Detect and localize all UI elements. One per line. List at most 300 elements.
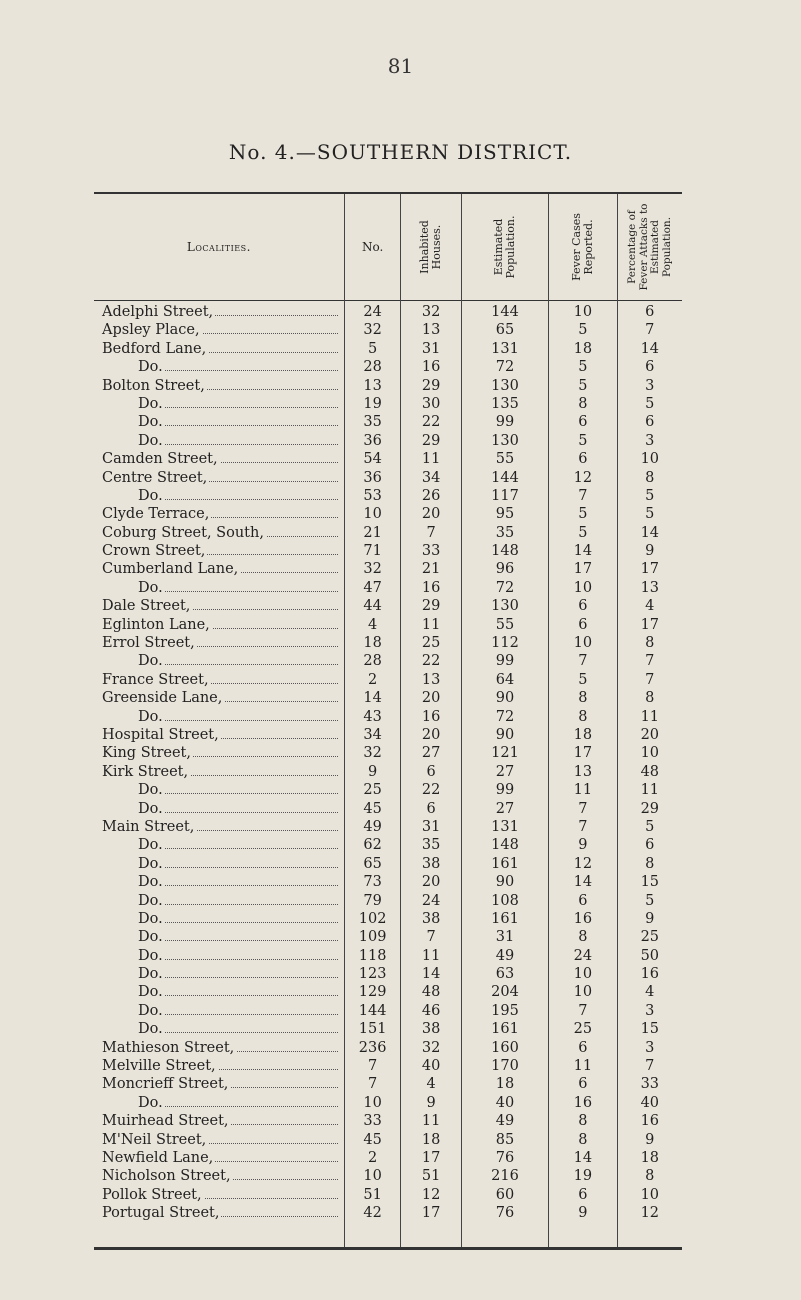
cell-locality [94, 1167, 344, 1185]
cell-inhabited-houses: 13 [421, 322, 441, 339]
cell-fever-cases: 16 [573, 1094, 593, 1111]
cell-no: 54 [363, 451, 382, 468]
cell-estimated-population: 18 [495, 1076, 515, 1093]
cell-no: 28 [363, 359, 382, 376]
cell-no: 10 [363, 1094, 382, 1111]
cell-estimated-population: 108 [491, 892, 519, 909]
locality-label: Do. [102, 856, 165, 872]
cell-inhabited-houses: 31 [421, 818, 441, 835]
cell-fever-cases: 8 [578, 1113, 588, 1130]
locality-label: Do. [102, 782, 165, 798]
cell-locality [94, 1204, 344, 1222]
locality-label: Coburg Street, South, [102, 524, 264, 541]
cell-inhabited-houses: 20 [421, 506, 441, 523]
locality-label: Bolton Street, [102, 377, 205, 394]
cell-no: 109 [358, 929, 387, 946]
cell-inhabited-houses: 38 [421, 1021, 441, 1038]
cell-inhabited-houses: 32 [421, 1039, 441, 1056]
locality-label: Greenside Lane, [102, 690, 223, 707]
cell-locality [94, 413, 344, 431]
cell-estimated-population: 35 [495, 524, 515, 541]
cell-inhabited-houses: 30 [421, 395, 441, 412]
cell-inhabited-houses: 20 [421, 874, 441, 891]
cell-locality [94, 432, 344, 450]
cell-fever-cases: 10 [573, 304, 593, 320]
cell-inhabited-houses: 17 [421, 1149, 441, 1166]
cell-locality [94, 560, 344, 578]
cell-inhabited-houses: 20 [421, 690, 441, 707]
cell-inhabited-houses: 26 [421, 487, 441, 504]
cell-inhabited-houses: 14 [421, 966, 441, 983]
cell-percentage: 3 [645, 432, 655, 449]
cell-estimated-population: 216 [491, 1168, 519, 1185]
cell-fever-cases: 5 [578, 671, 588, 688]
column-percentage [617, 194, 682, 1247]
locality-label: Do. [102, 801, 165, 817]
statistics-table [94, 192, 682, 1250]
header-percentage-label: Percentage of Fever Attacks to Estimated Population. [625, 203, 673, 291]
cell-fever-cases: 10 [573, 966, 593, 983]
locality-label: Do. [102, 984, 165, 1000]
district-title: No. 4.—SOUTHERN DISTRICT. [228, 140, 573, 164]
cell-inhabited-houses: 38 [421, 855, 441, 872]
cell-no: 13 [363, 377, 382, 394]
cell-fever-cases: 18 [573, 726, 593, 743]
locality-label: Centre Street, [102, 469, 208, 486]
locality-label: Do. [102, 488, 165, 504]
cell-locality [94, 1039, 344, 1057]
cell-estimated-population: 55 [495, 616, 515, 633]
cell-locality [94, 1149, 344, 1167]
cell-fever-cases: 7 [578, 487, 588, 504]
cell-percentage: 3 [645, 377, 655, 394]
cell-percentage: 7 [645, 653, 655, 670]
cell-no: 14 [363, 690, 382, 707]
locality-label: Apsley Place, [102, 322, 200, 339]
header-estimated-population-label: Estimated Population. [492, 215, 517, 279]
header-inhabited-houses [401, 194, 460, 300]
cell-inhabited-houses: 46 [421, 1002, 441, 1019]
cell-no: 32 [363, 561, 382, 578]
cell-percentage: 25 [640, 929, 660, 946]
cell-locality [94, 634, 344, 652]
cell-estimated-population: 161 [491, 855, 519, 872]
cell-percentage: 7 [645, 1058, 655, 1075]
cell-estimated-population: 27 [495, 800, 515, 817]
cell-inhabited-houses: 40 [421, 1058, 441, 1075]
cell-no: 9 [368, 763, 378, 780]
cell-locality [94, 1094, 344, 1112]
cell-no: 36 [363, 432, 382, 449]
locality-label: Do. [102, 580, 165, 596]
cell-no: 53 [363, 487, 382, 504]
cell-locality [94, 763, 344, 781]
cell-locality [94, 450, 344, 468]
cell-inhabited-houses: 11 [421, 1113, 441, 1130]
header-localities-label: Localities. [186, 240, 251, 254]
cell-estimated-population: 99 [495, 414, 515, 431]
cell-estimated-population: 160 [491, 1039, 519, 1056]
cell-percentage: 5 [645, 395, 655, 412]
cell-no: 28 [363, 653, 382, 670]
cell-fever-cases: 8 [578, 1131, 588, 1148]
cell-inhabited-houses: 29 [421, 598, 441, 615]
locality-label: Do. [102, 837, 165, 853]
cell-fever-cases: 9 [578, 1205, 588, 1222]
cell-percentage: 8 [645, 1168, 655, 1185]
cell-percentage: 9 [645, 1131, 655, 1148]
cell-inhabited-houses: 22 [421, 782, 441, 799]
cell-no: 32 [363, 322, 382, 339]
cell-locality [94, 855, 344, 873]
locality-label: Do. [102, 359, 165, 375]
cell-percentage: 3 [645, 1002, 655, 1019]
cell-no: 79 [363, 892, 382, 909]
cell-percentage: 13 [640, 579, 660, 596]
cell-no: 45 [363, 1131, 382, 1148]
cell-locality [94, 1131, 344, 1149]
cell-no: 65 [363, 855, 382, 872]
cell-no: 24 [363, 304, 382, 320]
cell-fever-cases: 7 [578, 818, 588, 835]
cell-fever-cases: 14 [573, 1149, 593, 1166]
cell-inhabited-houses: 31 [421, 340, 441, 357]
cell-estimated-population: 95 [495, 506, 515, 523]
cell-fever-cases: 5 [578, 524, 588, 541]
cell-estimated-population: 195 [491, 1002, 519, 1019]
cell-no: 7 [368, 1076, 378, 1093]
cell-estimated-population: 65 [495, 322, 515, 339]
locality-label: Nicholson Street, [102, 1168, 231, 1185]
cell-percentage: 15 [640, 874, 660, 891]
cell-no: 25 [363, 782, 382, 799]
cell-inhabited-houses: 12 [421, 1186, 441, 1203]
cell-locality [94, 836, 344, 854]
locality-label: Eglinton Lane, [102, 616, 210, 633]
locality-label: Mathieson Street, [102, 1039, 235, 1056]
cell-percentage: 6 [645, 304, 655, 320]
cell-percentage: 16 [640, 1113, 660, 1130]
cell-locality [94, 1112, 344, 1130]
locality-label: Do. [102, 433, 165, 449]
cell-estimated-population: 144 [491, 304, 519, 320]
cell-estimated-population: 55 [495, 451, 515, 468]
cell-inhabited-houses: 6 [426, 763, 436, 780]
column-fever-cases [548, 194, 616, 1247]
cell-percentage: 11 [640, 708, 660, 725]
cell-no: 18 [363, 635, 382, 652]
cell-locality [94, 321, 344, 339]
cell-percentage: 6 [645, 837, 655, 854]
cell-estimated-population: 117 [491, 487, 519, 504]
cell-no: 123 [358, 966, 387, 983]
page-number: 81 [387, 54, 414, 78]
cell-percentage: 6 [645, 414, 655, 431]
cell-estimated-population: 72 [495, 359, 515, 376]
locality-label: Melville Street, [102, 1058, 216, 1075]
cell-percentage: 5 [645, 892, 655, 909]
cell-fever-cases: 16 [573, 910, 593, 927]
cell-fever-cases: 25 [573, 1021, 593, 1038]
cell-fever-cases: 17 [573, 561, 593, 578]
cell-fever-cases: 10 [573, 579, 593, 596]
cell-fever-cases: 6 [578, 414, 588, 431]
cell-estimated-population: 31 [495, 929, 515, 946]
cell-percentage: 8 [645, 690, 655, 707]
cell-percentage: 11 [640, 782, 660, 799]
cell-no: 7 [368, 1058, 378, 1075]
cell-fever-cases: 6 [578, 598, 588, 615]
cell-percentage: 50 [640, 947, 660, 964]
cell-estimated-population: 170 [491, 1058, 519, 1075]
locality-label: Do. [102, 396, 165, 412]
cell-no: 62 [363, 837, 382, 854]
locality-label: Main Street, [102, 818, 195, 835]
cell-estimated-population: 60 [495, 1186, 515, 1203]
cell-locality [94, 800, 344, 818]
cell-inhabited-houses: 16 [421, 359, 441, 376]
cell-estimated-population: 72 [495, 708, 515, 725]
cell-inhabited-houses: 4 [426, 1076, 436, 1093]
cell-estimated-population: 99 [495, 782, 515, 799]
cell-fever-cases: 24 [573, 947, 593, 964]
cell-estimated-population: 135 [491, 395, 519, 412]
cell-inhabited-houses: 11 [421, 616, 441, 633]
locality-label: Do. [102, 948, 165, 964]
cell-estimated-population: 49 [495, 947, 515, 964]
locality-label: Newfield Lane, [102, 1149, 214, 1166]
cell-inhabited-houses: 7 [426, 929, 436, 946]
cell-fever-cases: 5 [578, 432, 588, 449]
cell-locality [94, 524, 344, 542]
cell-no: 236 [358, 1039, 387, 1056]
locality-label: Portugal Street, [102, 1205, 220, 1222]
cell-estimated-population: 144 [491, 469, 519, 486]
cell-percentage: 7 [645, 671, 655, 688]
table-body [94, 194, 682, 1247]
cell-locality [94, 579, 344, 597]
cell-fever-cases: 8 [578, 690, 588, 707]
cell-estimated-population: 64 [495, 671, 515, 688]
cell-no: 2 [368, 671, 378, 688]
cell-locality [94, 542, 344, 560]
cell-locality [94, 965, 344, 983]
locality-label: Do. [102, 911, 165, 927]
cell-estimated-population: 63 [495, 966, 515, 983]
locality-label: Adelphi Street, [102, 304, 214, 320]
locality-label: Do. [102, 929, 165, 945]
cell-inhabited-houses: 6 [426, 800, 436, 817]
cell-locality [94, 303, 344, 321]
cell-fever-cases: 6 [578, 1186, 588, 1203]
cell-locality [94, 652, 344, 670]
cell-percentage: 4 [645, 984, 655, 1001]
cell-no: 36 [363, 469, 382, 486]
locality-label: Muirhead Street, [102, 1113, 229, 1130]
cell-fever-cases: 12 [573, 855, 593, 872]
header-no-label: No. [361, 240, 384, 254]
column-estimated-population [461, 194, 548, 1247]
cell-no: 10 [363, 506, 382, 523]
cell-no: 19 [363, 395, 382, 412]
cell-inhabited-houses: 16 [421, 579, 441, 596]
cell-fever-cases: 10 [573, 635, 593, 652]
cell-percentage: 8 [645, 469, 655, 486]
cell-inhabited-houses: 38 [421, 910, 441, 927]
cell-locality [94, 873, 344, 891]
cell-percentage: 5 [645, 818, 655, 835]
locality-label: Do. [102, 414, 165, 430]
locality-label: Do. [102, 1095, 165, 1111]
cell-locality [94, 671, 344, 689]
cell-percentage: 33 [640, 1076, 660, 1093]
cell-inhabited-houses: 9 [426, 1094, 436, 1111]
header-no [345, 194, 401, 300]
cell-percentage: 15 [640, 1021, 660, 1038]
cell-fever-cases: 14 [573, 874, 593, 891]
locality-label: Do. [102, 653, 165, 669]
cell-locality [94, 818, 344, 836]
cell-percentage: 20 [640, 726, 660, 743]
cell-locality [94, 616, 344, 634]
cell-locality [94, 708, 344, 726]
cell-fever-cases: 5 [578, 506, 588, 523]
cell-fever-cases: 19 [573, 1168, 593, 1185]
cell-inhabited-houses: 7 [426, 524, 436, 541]
cell-estimated-population: 112 [491, 635, 519, 652]
cell-fever-cases: 14 [573, 543, 593, 560]
cell-percentage: 29 [640, 800, 660, 817]
cell-locality [94, 597, 344, 615]
cell-estimated-population: 161 [491, 910, 519, 927]
locality-label: Crown Street, [102, 543, 206, 560]
cell-fever-cases: 6 [578, 616, 588, 633]
cell-no: 42 [363, 1205, 382, 1222]
cell-inhabited-houses: 51 [421, 1168, 441, 1185]
cell-locality [94, 1057, 344, 1075]
cell-fever-cases: 7 [578, 653, 588, 670]
cell-percentage: 10 [640, 451, 660, 468]
cell-locality [94, 928, 344, 946]
cell-locality [94, 947, 344, 965]
cell-fever-cases: 8 [578, 929, 588, 946]
cell-no: 5 [368, 340, 378, 357]
cell-no: 32 [363, 745, 382, 762]
cell-no: 2 [368, 1149, 378, 1166]
locality-label: Do. [102, 709, 165, 725]
cell-percentage: 48 [640, 763, 660, 780]
cell-no: 45 [363, 800, 382, 817]
locality-label: Kirk Street, [102, 763, 189, 780]
cell-locality [94, 744, 344, 762]
cell-no: 21 [363, 524, 382, 541]
cell-fever-cases: 6 [578, 1039, 588, 1056]
cell-estimated-population: 76 [495, 1205, 515, 1222]
cell-percentage: 10 [640, 1186, 660, 1203]
cell-fever-cases: 11 [573, 782, 593, 799]
cell-locality [94, 910, 344, 928]
cell-locality [94, 505, 344, 523]
locality-label: Cumberland Lane, [102, 561, 239, 578]
cell-percentage: 3 [645, 1039, 655, 1056]
locality-label: Bedford Lane, [102, 340, 207, 357]
header-inhabited-houses-label: Inhabited Houses. [418, 220, 444, 274]
cell-inhabited-houses: 20 [421, 726, 441, 743]
locality-label: Do. [102, 1003, 165, 1019]
cell-estimated-population: 130 [491, 432, 519, 449]
cell-fever-cases: 13 [573, 763, 593, 780]
locality-label: Do. [102, 1021, 165, 1037]
column-no [344, 194, 401, 1247]
cell-fever-cases: 10 [573, 984, 593, 1001]
cell-percentage: 5 [645, 487, 655, 504]
cell-inhabited-houses: 17 [421, 1205, 441, 1222]
locality-label: Errol Street, [102, 635, 195, 652]
cell-fever-cases: 12 [573, 469, 593, 486]
cell-inhabited-houses: 11 [421, 451, 441, 468]
cell-inhabited-houses: 27 [421, 745, 441, 762]
cell-no: 43 [363, 708, 382, 725]
cell-inhabited-houses: 29 [421, 377, 441, 394]
header-fever-cases [549, 194, 616, 300]
cell-estimated-population: 90 [495, 874, 515, 891]
cell-estimated-population: 131 [491, 340, 519, 357]
cell-inhabited-houses: 22 [421, 414, 441, 431]
cell-fever-cases: 7 [578, 800, 588, 817]
cell-locality [94, 469, 344, 487]
cell-locality [94, 358, 344, 376]
cell-inhabited-houses: 21 [421, 561, 441, 578]
locality-label: Do. [102, 893, 165, 909]
cell-percentage: 12 [640, 1205, 660, 1222]
cell-fever-cases: 5 [578, 377, 588, 394]
cell-no: 44 [363, 598, 382, 615]
cell-fever-cases: 9 [578, 837, 588, 854]
cell-inhabited-houses: 25 [421, 635, 441, 652]
cell-fever-cases: 11 [573, 1058, 593, 1075]
cell-estimated-population: 90 [495, 726, 515, 743]
cell-no: 118 [358, 947, 387, 964]
cell-fever-cases: 7 [578, 1002, 588, 1019]
cell-fever-cases: 5 [578, 359, 588, 376]
locality-label: Moncrieff Street, [102, 1076, 229, 1093]
cell-locality [94, 340, 344, 358]
locality-label: King Street, [102, 745, 191, 762]
cell-locality [94, 487, 344, 505]
cell-no: 47 [363, 579, 382, 596]
cell-percentage: 5 [645, 506, 655, 523]
cell-no: 71 [363, 543, 382, 560]
locality-label: Pollok Street, [102, 1186, 202, 1203]
cell-inhabited-houses: 22 [421, 653, 441, 670]
cell-fever-cases: 8 [578, 708, 588, 725]
cell-inhabited-houses: 34 [421, 469, 441, 486]
cell-locality [94, 726, 344, 744]
cell-fever-cases: 5 [578, 322, 588, 339]
cell-estimated-population: 76 [495, 1149, 515, 1166]
cell-percentage: 4 [645, 598, 655, 615]
cell-estimated-population: 72 [495, 579, 515, 596]
cell-locality [94, 395, 344, 413]
cell-inhabited-houses: 24 [421, 892, 441, 909]
cell-inhabited-houses: 18 [421, 1131, 441, 1148]
locality-label: Hospital Street, [102, 726, 219, 743]
cell-no: 34 [363, 726, 382, 743]
cell-estimated-population: 130 [491, 598, 519, 615]
cell-estimated-population: 204 [491, 984, 519, 1001]
cell-inhabited-houses: 35 [421, 837, 441, 854]
cell-percentage: 16 [640, 966, 660, 983]
